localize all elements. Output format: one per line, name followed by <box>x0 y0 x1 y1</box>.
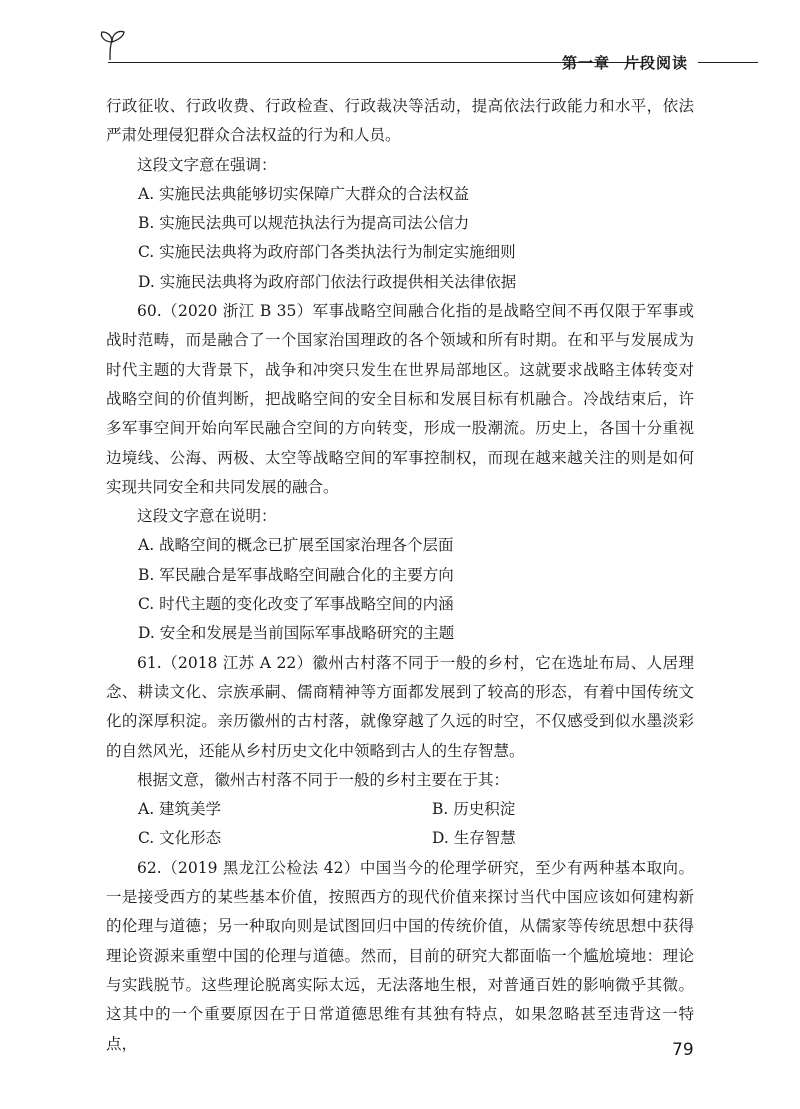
chapter-label: 第一章 <box>562 54 611 72</box>
q60-option-b: B. 军民融合是军事战略空间融合化的主要方向 <box>138 565 454 584</box>
q61-option-a: A. 建筑美学 <box>138 800 222 819</box>
q59-option-d: D. 实施民法典将为政府部门依法行政提供相关法律依据 <box>138 272 517 291</box>
q59-stem: 这段文字意在强调： <box>137 155 277 174</box>
page-body <box>106 92 694 1059</box>
q60-option-d: D. 安全和发展是当前国际军事战略研究的主题 <box>138 624 455 643</box>
section-label: 片段阅读 <box>624 54 689 72</box>
header-rule-right <box>698 62 758 63</box>
q59-option-a: A. 实施民法典能够切实保障广大群众的合法权益 <box>138 184 470 203</box>
q62-passage: 62.（2019 黑龙江公检法 42）中国当今的伦理学研究，至少有两种基本取向。一是接受西方的某些基本价值，按照西方的现代价值来探讨当代中国应该如何建构新的伦理与道德；另一种取向则是试图回归中国的传统价值，从儒家等传统思想中获得理论资源来重塑中国的伦理与道德。然而，目前的研究大都面临一个尴尬境地：理论与实践脱节。这些理论脱离实际太远，无法落地生根，对普通百姓的影响微乎其微。这其中的一个重要原因在于日常道德思维有其独有特点，如果忽略甚至违背这一特点， <box>106 858 694 1053</box>
q60-passage: 60.（2020 浙江 B 35）军事战略空间融合化指的是战略空间不再仅限于军事或战时范畴，而是融合了一个国家治国理政的各个领域和所有时期。在和平与发展成为时代主题的大背景下，战争和冲突只发生在世界局部地区。这就要求战略主体转变对战略空间的价值判断，把战略空间的安全目标和发展目标有机融合。冷战结束后，许多军事空间开始向军民融合空间的方向转变，形成一股潮流。历史上，各国十分重视边境线、公海、两极、太空等战略空间的军事控制权，而现在越来越关注的则是如何实现共同安全和共同发展的融合。 <box>106 302 694 496</box>
sprout-icon <box>98 30 132 64</box>
q60-stem: 这段文字意在说明： <box>137 507 277 526</box>
running-header <box>98 30 758 70</box>
q61-option-c: C. 文化形态 <box>138 829 222 848</box>
q59-option-c: C. 实施民法典将为政府部门各类执法行为制定实施细则 <box>138 243 516 262</box>
q61-option-d: D. 生存智慧 <box>432 829 516 848</box>
q61-options-row-2 <box>106 824 694 853</box>
q60-option-a: A. 战略空间的概念已扩展至国家治理各个层面 <box>138 536 454 555</box>
q61-stem: 根据文意，徽州古村落不同于一般的乡村主要在于其： <box>137 770 510 789</box>
q61-options-row-1 <box>106 795 694 824</box>
q61-passage: 61.（2018 江苏 A 22）徽州古村落不同于一般的乡村，它在选址布局、人居理念、耕读文化、宗族承嗣、儒商精神等方面都发展到了较高的形态，有着中国传统文化的深厚积淀。亲历徽州的古村落，就像穿越了久远的时空，不仅感受到似水墨淡彩的自然风光，还能从乡村历史文化中领略到古人的生存智慧。 <box>106 653 694 760</box>
q59-option-b: B. 实施民法典可以规范执法行为提高司法公信力 <box>138 214 470 233</box>
q61-option-b: B. 历史积淀 <box>432 800 516 819</box>
page-number: 79 <box>672 1040 694 1060</box>
intro-paragraph: 行政征收、行政收费、行政检查、行政裁决等活动，提高依法行政能力和水平，依法严肃处理侵犯群众合法权益的行为和人员。 <box>106 97 694 145</box>
q60-option-c: C. 时代主题的变化改变了军事战略空间的内涵 <box>138 595 454 614</box>
